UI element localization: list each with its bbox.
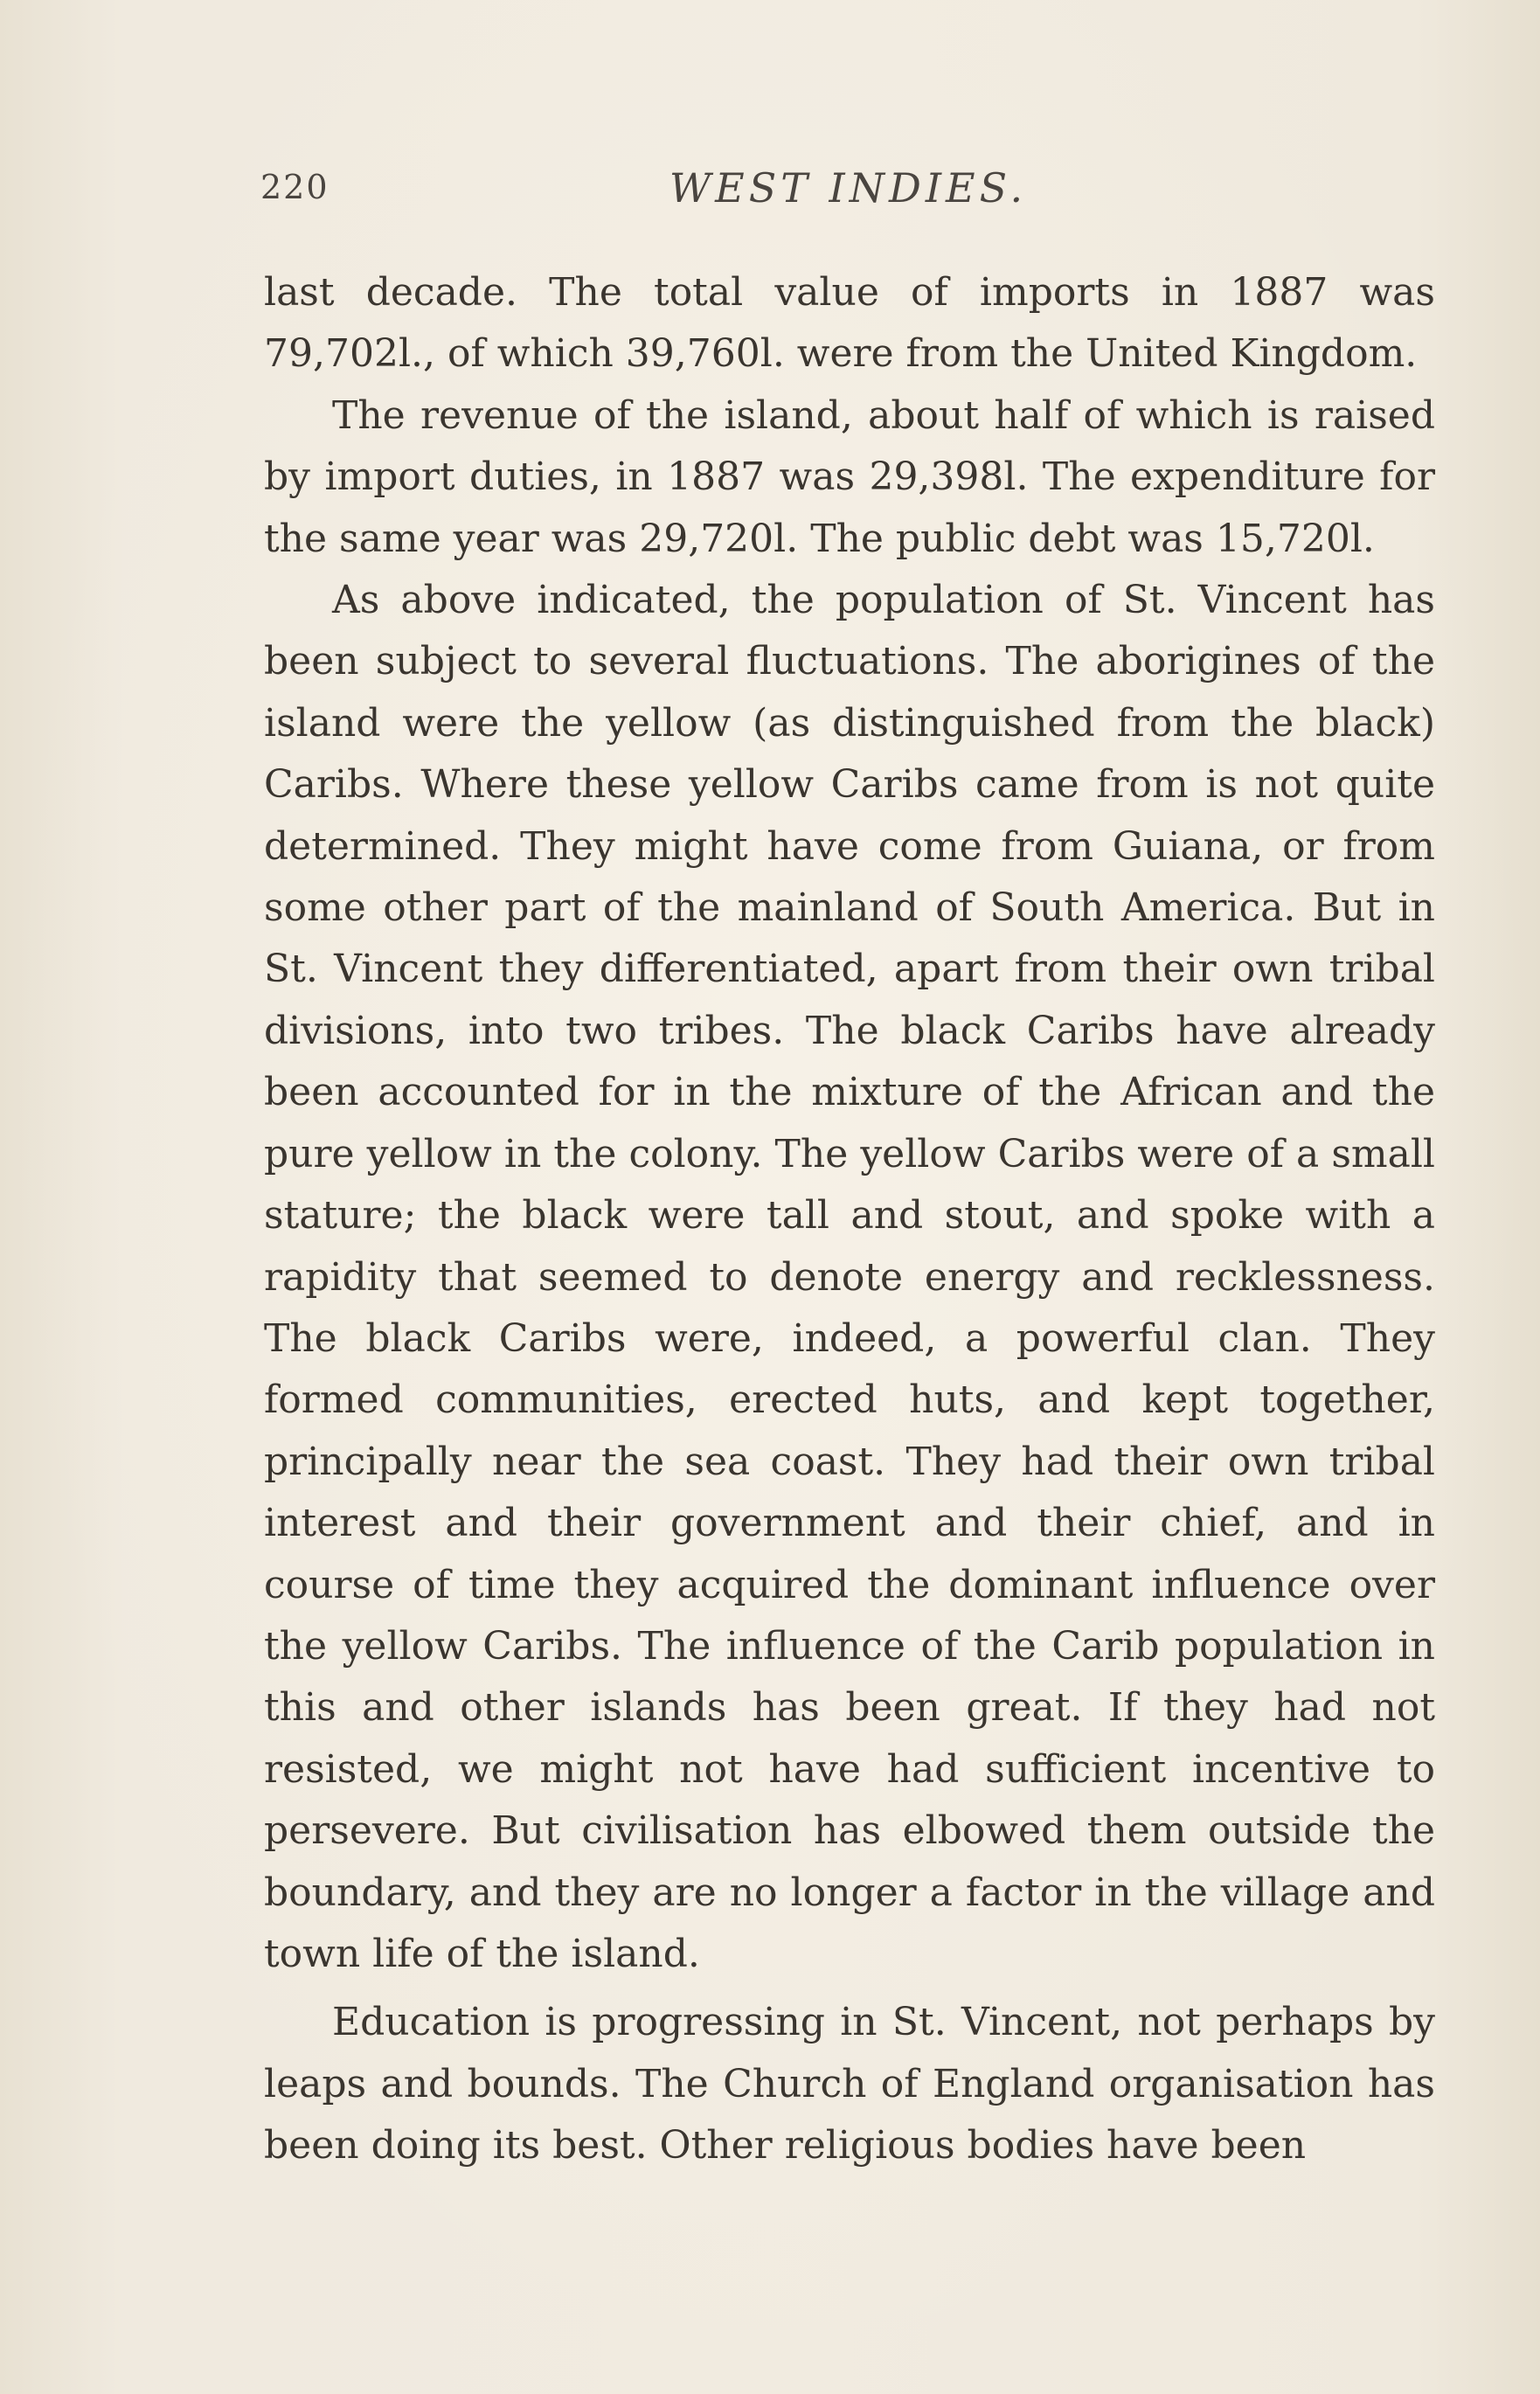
paragraph-population: As above indicated, the population of St. Vincent has been subject to several fluctuations. The aborigines of the island were the yellow (as distinguished from the black) Caribs. Where these yellow Caribs came from is not quite determined. They might have come from Guiana, or from some other part of the mainland of South America. But in St. Vincent they differentiated, apart from their own tribal divisions, into two tribes. The black Caribs have already been accounted for in the mixture of the African and the pure yellow in the colony. The yellow Caribs were of a small stature; the black were tall and stout, and spoke with a rapidity that seemed to denote energy and recklessness. The black Caribs were, indeed, a powerful clan. They formed communities, erected huts, and kept together, principally near the sea coast. They had their own tribal interest and their government and their chief, and in course of time they acquired the dominant influence over the yellow Caribs. The influence of the Carib population in this and other islands has been great. If they had not resisted, we might not have had sufficient incentive to persevere. But civilisation has elbowed them outside the boundary, and they are no longer a factor in the village and town life of the island. xyxy=(264,578,1435,1976)
running-title: WEST INDIES. xyxy=(669,164,1028,212)
paragraph-revenue: The revenue of the island, about half of which is raised by import duties, in 1887 was 29,398l. The expenditure for the same year was 29,720l. The public debt was 15,720l. xyxy=(264,392,1435,561)
page-number: 220 xyxy=(260,168,330,206)
running-head xyxy=(260,164,1436,217)
paragraph-education: Education is progressing in St. Vincent, not perhaps by leaps and bounds. The Church of England organisation has been doing its best. Other religious bodies have been xyxy=(264,2000,1435,2168)
body-text xyxy=(264,262,1435,2177)
paragraph-continued: last decade. The total value of imports in 1887 was 79,702l., of which 39,760l. were from the United Kingdom. xyxy=(264,270,1435,377)
